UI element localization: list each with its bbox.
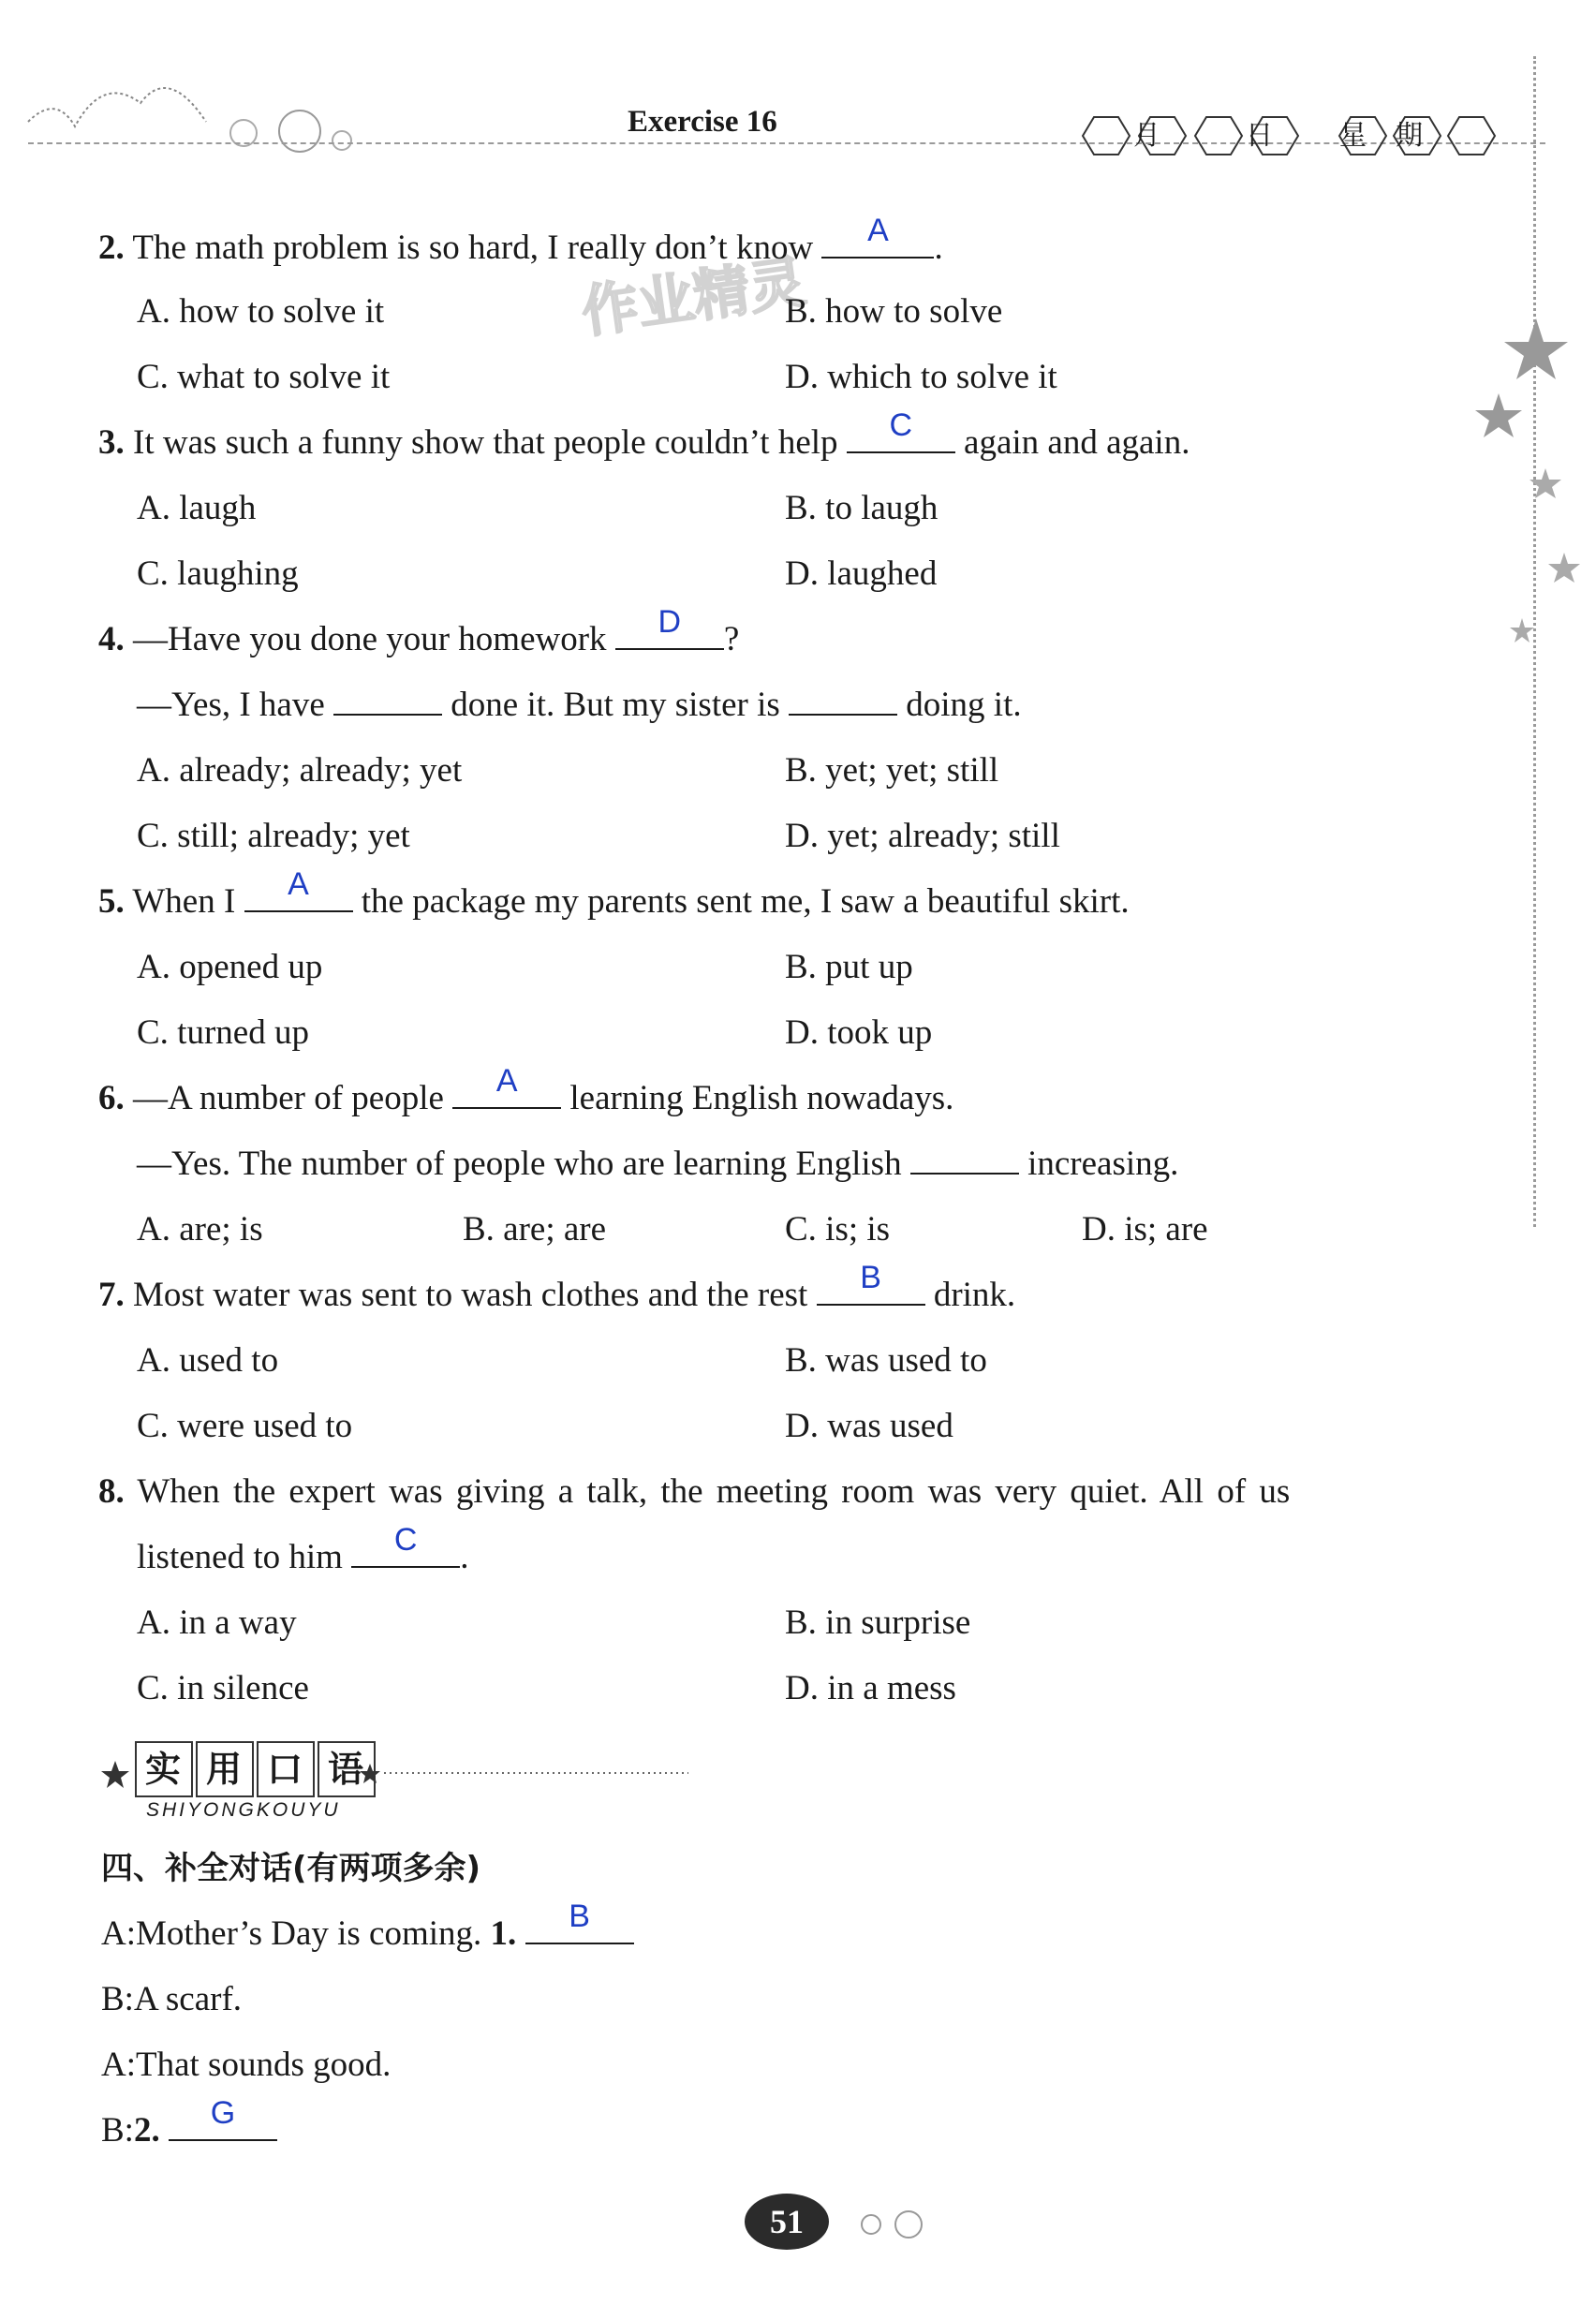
date-box-1 bbox=[1073, 112, 1336, 159]
option: C. what to solve it bbox=[137, 358, 391, 396]
option: A. laugh bbox=[137, 489, 257, 527]
option: B. to laugh bbox=[785, 489, 938, 527]
section-heading: 四、补全对话(有两项多余) bbox=[101, 1850, 481, 1887]
question-4-line2: —Yes, I have done it. But my sister is doing it. bbox=[137, 682, 1022, 729]
answer-q4: D bbox=[658, 604, 682, 640]
option: B. in surprise bbox=[785, 1603, 971, 1642]
option: C. were used to bbox=[137, 1407, 353, 1445]
question-6: 6. —A number of people A learning English nowadays. bbox=[98, 1063, 954, 1117]
option: D. took up bbox=[785, 1013, 933, 1052]
week-label-2: 期 bbox=[1396, 119, 1424, 151]
month-label: 月 bbox=[1133, 119, 1161, 151]
option: D. in a mess bbox=[785, 1669, 956, 1707]
answer-q8: C bbox=[393, 1522, 418, 1558]
option: D. yet; already; still bbox=[785, 817, 1060, 855]
option: B. how to solve bbox=[785, 292, 1003, 331]
option: B. are; are bbox=[463, 1210, 607, 1249]
answer-q5: A bbox=[288, 866, 309, 902]
option: C. still; already; yet bbox=[137, 817, 410, 855]
option: C. turned up bbox=[137, 1013, 309, 1052]
option: A. opened up bbox=[137, 948, 323, 986]
option: C. is; is bbox=[785, 1210, 891, 1249]
dialogue-line-3: A:That sounds good. bbox=[101, 2046, 392, 2084]
answer-d1: B bbox=[569, 1899, 590, 1934]
dialogue-line-1: A:Mother’s Day is coming. 1. B bbox=[101, 1911, 634, 1958]
question-6-line2: —Yes. The number of people who are learning English increasing. bbox=[137, 1141, 1178, 1188]
answer-q2: A bbox=[867, 213, 889, 248]
answer-q3: C bbox=[889, 407, 913, 443]
watermark: 作业精灵 bbox=[577, 249, 810, 347]
option: C. in silence bbox=[137, 1669, 309, 1707]
option: B. yet; yet; still bbox=[785, 751, 999, 790]
question-3: 3. It was such a funny show that people couldn’t help C again and again. bbox=[98, 407, 1190, 462]
answer-q6: A bbox=[495, 1063, 518, 1099]
option: B. put up bbox=[785, 948, 913, 986]
question-5: 5. When I A the package my parents sent me, I saw a beautiful skirt. bbox=[98, 866, 1130, 921]
question-8-line2: listened to him C . bbox=[137, 1522, 469, 1576]
week-label-1: 星 bbox=[1339, 119, 1367, 151]
page-number-decoration bbox=[838, 2206, 951, 2243]
answer-q7: B bbox=[860, 1260, 881, 1295]
section-logo-pinyin: SHIYONGKOUYU bbox=[146, 1799, 341, 1821]
option: D. laughed bbox=[785, 554, 938, 593]
option: C. laughing bbox=[137, 554, 299, 593]
option: A. how to solve it bbox=[137, 292, 385, 331]
option: A. are; is bbox=[137, 1210, 263, 1249]
section-logo: 实用口语 bbox=[145, 1748, 390, 1790]
option: D. was used bbox=[785, 1407, 953, 1445]
star-decoration bbox=[1470, 309, 1596, 665]
option: D. which to solve it bbox=[785, 358, 1057, 396]
question-2: 2. The math problem is so hard, I really don’t know A . bbox=[98, 213, 943, 267]
question-8: 8. When the expert was giving a talk, the meeting room was very quiet. All of us bbox=[98, 1472, 1291, 1511]
page-title: Exercise 16 bbox=[628, 105, 777, 139]
option: A. already; already; yet bbox=[137, 751, 463, 790]
day-label: 日 bbox=[1246, 119, 1274, 151]
answer-d2: G bbox=[210, 2095, 236, 2131]
option: D. is; are bbox=[1082, 1210, 1208, 1249]
dialogue-line-2: B:A scarf. bbox=[101, 1980, 243, 2018]
page-number: 51 bbox=[745, 2194, 829, 2250]
option: A. in a way bbox=[137, 1603, 297, 1642]
option: B. was used to bbox=[785, 1341, 987, 1380]
option: A. used to bbox=[137, 1341, 279, 1380]
dialogue-line-4: B:2. G bbox=[101, 2107, 277, 2154]
question-4: 4. —Have you done your homework D ? bbox=[98, 604, 740, 658]
question-7: 7. Most water was sent to wash clothes and the rest B drink. bbox=[98, 1260, 1016, 1314]
